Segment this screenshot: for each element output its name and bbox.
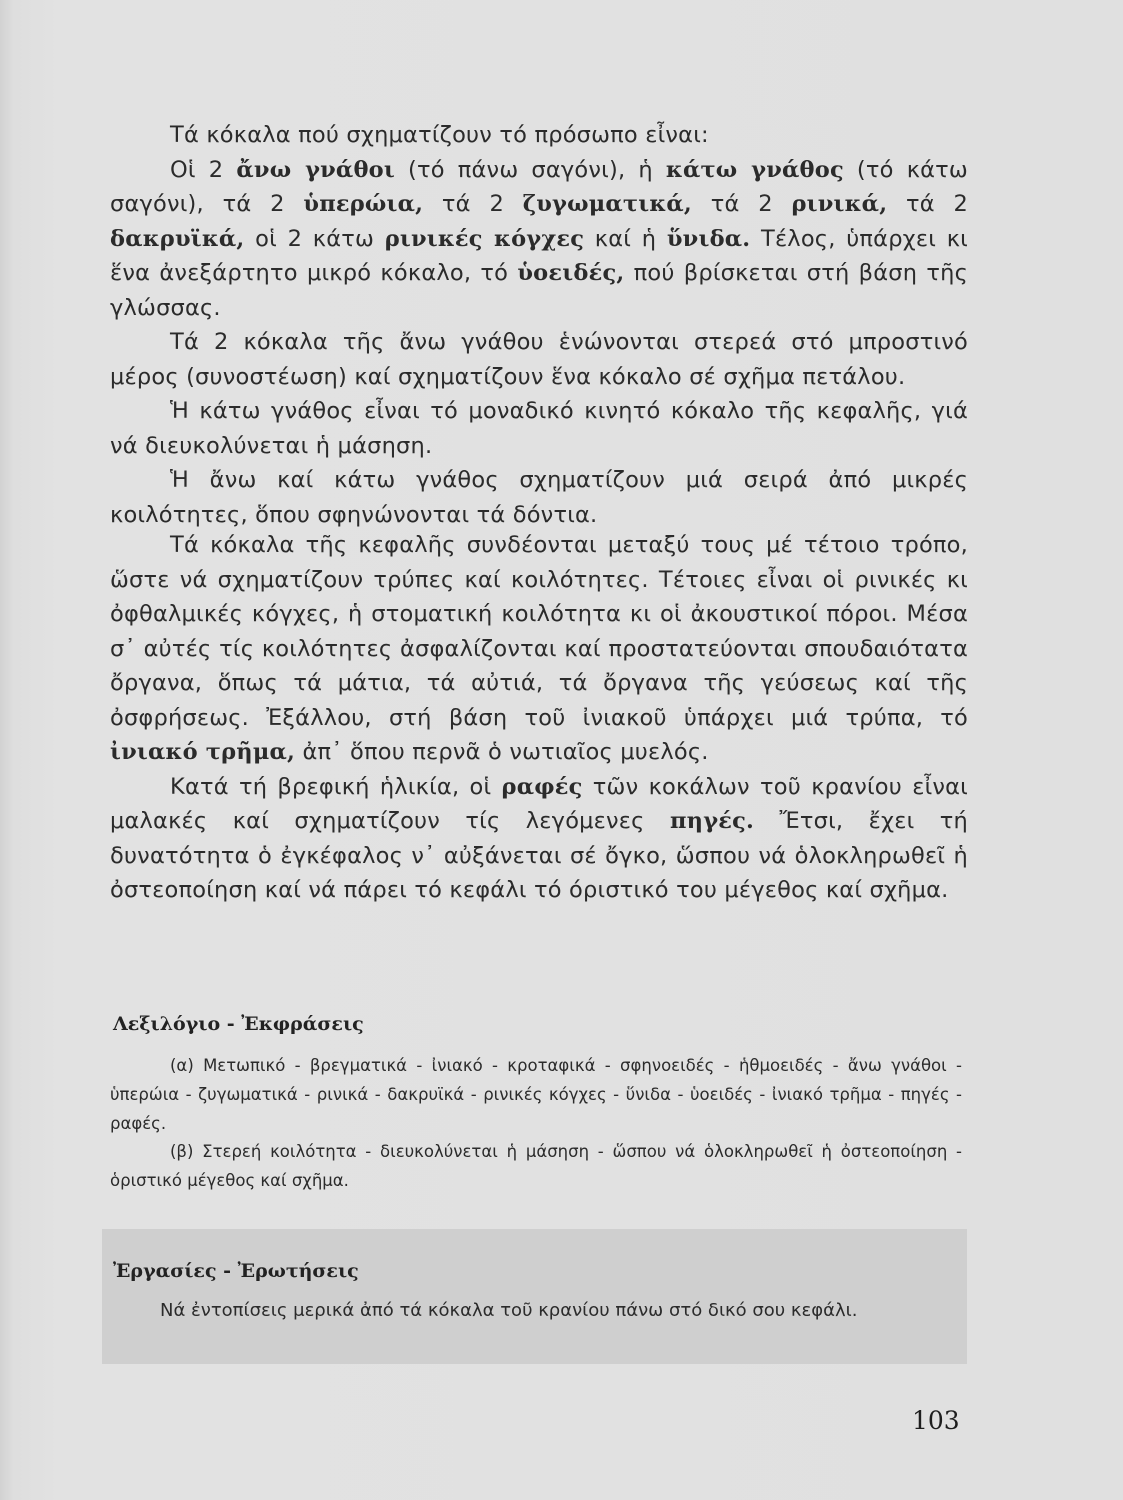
facial-bones-list-paragraph [110, 153, 968, 326]
text-run: οἱ 2 κάτω [244, 225, 385, 252]
term-vomer: ὕνιδα. [666, 225, 751, 252]
text-run: Κατά τή βρεφική ἡλικία, οἱ [170, 773, 502, 800]
vocabulary-body [110, 1052, 962, 1196]
term-fontanelles: πηγές. [669, 808, 755, 834]
term-zygomatic: ζυγωματικά, [522, 191, 692, 217]
text-run: Τά κόκαλα τῆς κεφαλῆς συνδέονται μεταξύ τους μέ τέτοιο τρόπο, ὥστε νά σχηματίζουν τρύπες καί κοιλότητες. Τέτοιες εἶναι οἱ ρινικές κι ὀφθαλμικές κόγχες, ἡ στοματική κοιλότητα κι οἱ ἀκουστικοί πόροι. Μέσα σ᾽ αὐτές τίς κοιλότητες ἀσφαλίζονται καί προστατεύονται σπουδαιότατα ὄργανα, ὅπως τά μάτια, τά αὐτιά, τά ὄργανα τῆς γεύσεως καί τῆς ὀσφρήσεως. Ἐξάλλου, στή βάση τοῦ ἰνιακοῦ ὑπάρχει μιά τρύπα, τό [110, 532, 968, 731]
term-lower-jaw: κάτω γνάθος [665, 156, 844, 183]
exercises-heading: Ἐργασίες - Ἐρωτήσεις [113, 1260, 359, 1282]
text-run: καί ἡ [584, 225, 667, 252]
cavities-paragraph [110, 528, 968, 770]
text-run: Οἱ 2 [170, 156, 237, 183]
upper-jaw-paragraph: Τά 2 κόκαλα τῆς ἄνω γνάθου ἑνώνονται στερεά στό μπροστινό μέρος (συνοστέωση) καί σχηματίζουν ἕνα κόκαλο σέ σχῆμα πετάλου. [110, 329, 968, 390]
term-nasal: ρινικά, [791, 191, 888, 217]
text-run: Ἔτσι, ἔχει τή δυνατότητα ὁ ἐγκέφαλος ν᾽ αὐξάνεται σέ ὄγκο, ὥσπου νά ὁλοκληρωθεῖ ἡ ὀστεοποίηση καί νά πάρει τό κεφάλι τό όριστικό του μέγεθος καί σχῆμα. [110, 808, 968, 903]
exercise-item: Νά ἐντοπίσεις μερικά ἀπό τά κόκαλα τοῦ κρανίου πάνω στό δικό σου κεφάλι. [160, 1300, 858, 1321]
facial-bones-section [110, 118, 968, 532]
text-run: τῶν κοκάλων τοῦ κρανίου εἶναι μαλακές καί σχηματίζουν τίς λεγόμενες [110, 773, 968, 834]
text-run: (τό κάτω σαγόνι), τά 2 [110, 156, 968, 217]
term-sutures: ραφές [501, 773, 583, 800]
text-run: πού βρίσκεται στή βάση τῆς γλώσσας. [110, 260, 968, 321]
term-palatine: ὑπερώια, [303, 191, 424, 217]
term-hyoid: ὑοειδές, [517, 260, 625, 286]
fontanelles-paragraph [110, 770, 968, 908]
text-run: ἀπ᾽ ὅπου περνᾶ ὁ νωτιαῖος μυελός. [295, 739, 709, 765]
intro-paragraph: Τά κόκαλα πού σχηματίζουν τό πρόσωπο εἶναι: [170, 122, 709, 148]
lower-jaw-paragraph: Ἡ κάτω γνάθος εἶναι τό μοναδικό κινητό κόκαλο τῆς κεφαλῆς, γιά νά διευκολύνεται ἡ μάσηση. [110, 398, 968, 459]
term-upper-jaws: ἄνω γνάθοι [236, 156, 395, 183]
text-run: τά 2 [887, 191, 969, 217]
teeth-sockets-paragraph: Ἡ ἄνω καί κάτω γνάθος σχηματίζουν μιά σειρά ἀπό μικρές κοιλότητες, ὅπου σφηνώνονται τά δόντια. [110, 467, 968, 528]
exercises-box [102, 1229, 967, 1364]
text-run: (τό πάνω σαγόνι), ἡ [394, 156, 666, 183]
skull-cavities-section [110, 528, 968, 908]
term-foramen-magnum: ἰνιακό τρῆμα, [110, 739, 296, 765]
text-run: τά 2 [691, 191, 792, 217]
text-run: Τέλος, ὑπάρχει κι ἕνα ἀνεξάρτητο μικρό κόκαλο, τό [110, 225, 968, 286]
vocabulary-heading: Λεξιλόγιο - Ἐκφράσεις [113, 1013, 364, 1035]
term-nasal-conchae: ρινικές κόγχες [384, 225, 585, 252]
vocabulary-list-b: (β) Στερεή κοιλότητα - διευκολύνεται ἡ μάσηση - ὥσπου νά ὁλοκληρωθεῖ ἡ ὀστεοποίηση - ὁριστικό μέγεθος καί σχῆμα. [110, 1142, 962, 1191]
term-lacrimal: δακρυϊκά, [110, 225, 245, 252]
page-number: 103 [912, 1406, 960, 1435]
vocabulary-list-a: (α) Μετωπικό - βρεγματικά - ἰνιακό - κροταφικά - σφηνοειδές - ἡθμοειδές - ἄνω γνάθοι - ὑπερώια - ζυγωματικά - ρινικά - δακρυϊκά - ρινικές κόγχες - ὕνιδα - ὑοειδές - ἰνιακό τρῆμα - πηγές - ραφές. [110, 1056, 962, 1133]
text-run: τά 2 [423, 191, 523, 217]
